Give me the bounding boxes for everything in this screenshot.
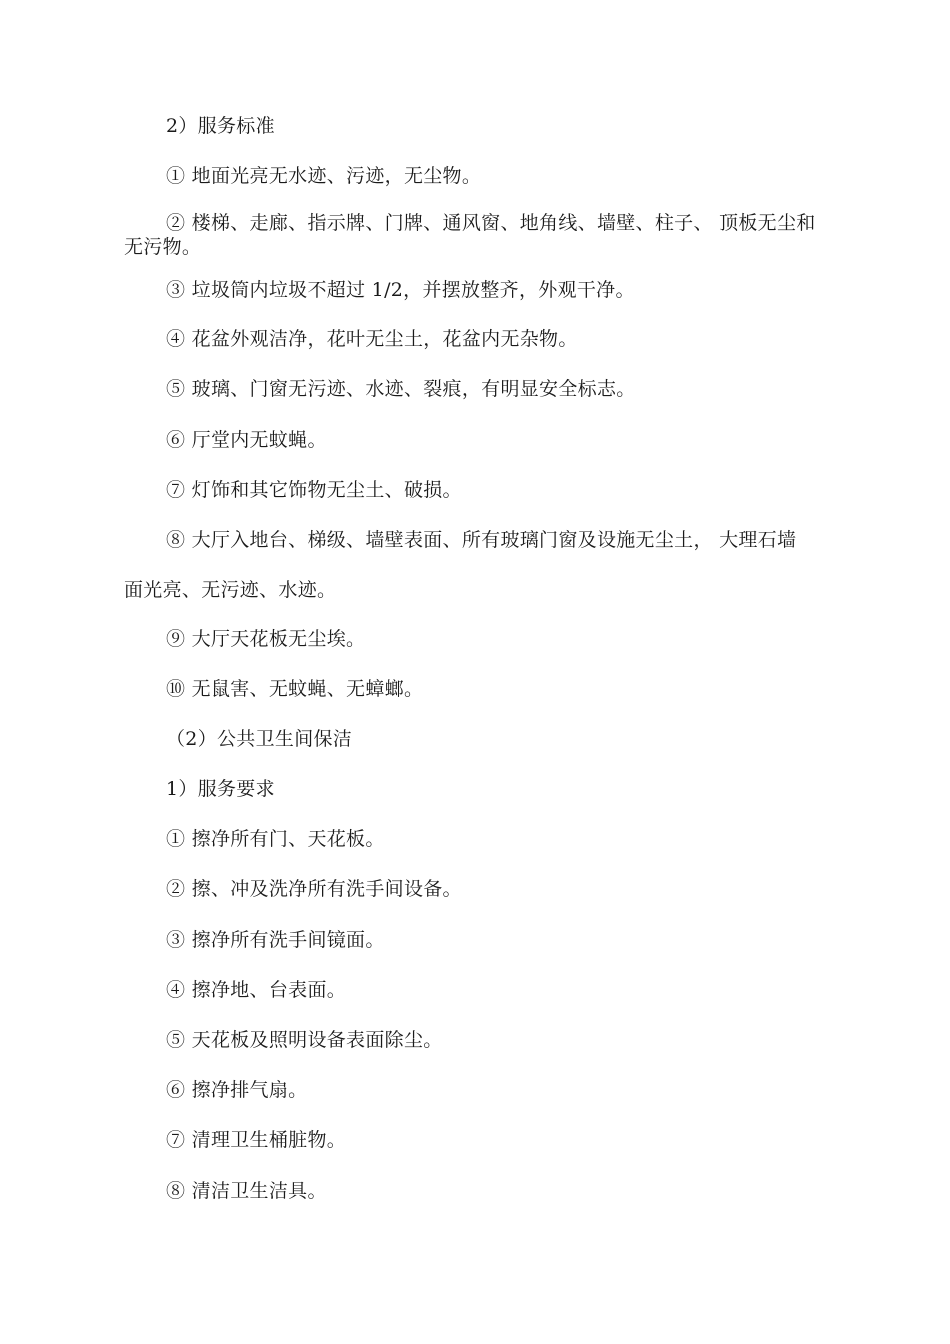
list-item: ① 地面光亮无水迹、污迹，无尘物。 [166, 165, 482, 187]
list-item: ⑥ 厅堂内无蚊蝇。 [166, 429, 327, 451]
list-item: ⑧ 清洁卫生洁具。 [166, 1180, 327, 1202]
section-title-public-restroom: （2）公共卫生间保洁 [166, 728, 353, 750]
list-item: ⑨ 大厅天花板无尘埃。 [166, 628, 366, 650]
list-item-continuation: 面光亮、无污迹、水迹。 [124, 579, 337, 601]
list-item: ⑤ 天花板及照明设备表面除尘。 [166, 1029, 443, 1051]
list-item: ⑤ 玻璃、门窗无污迹、水迹、裂痕，有明显安全标志。 [166, 378, 636, 400]
list-item: ⑦ 灯饰和其它饰物无尘土、破损。 [166, 479, 462, 501]
list-item: ⑦ 清理卫生桶脏物。 [166, 1129, 347, 1151]
list-item: ⑧ 大厅入地台、梯级、墙壁表面、所有玻璃门窗及设施无尘土， 大理石墙 [166, 529, 797, 551]
list-item: ⑩ 无鼠害、无蚊蝇、无蟑螂。 [166, 678, 424, 700]
section-heading-service-requirements: 1）服务要求 [166, 778, 275, 800]
list-item: ② 擦、冲及洗净所有洗手间设备。 [166, 878, 462, 900]
list-item: ② 楼梯、走廊、指示牌、门牌、通风窗、地角线、墙壁、柱子、 顶板无尘和无污物。 [124, 212, 816, 258]
list-item: ① 擦净所有门、天花板。 [166, 828, 385, 850]
list-item: ④ 擦净地、台表面。 [166, 979, 347, 1001]
section-heading-service-standard: 2）服务标准 [166, 115, 275, 137]
list-item: ④ 花盆外观洁净，花叶无尘土，花盆内无杂物。 [166, 328, 578, 350]
list-item: ③ 擦净所有洗手间镜面。 [166, 929, 385, 951]
list-item: ⑥ 擦净排气扇。 [166, 1079, 308, 1101]
list-item: ③ 垃圾筒内垃圾不超过 1/2，并摆放整齐，外观干净。 [166, 279, 635, 301]
